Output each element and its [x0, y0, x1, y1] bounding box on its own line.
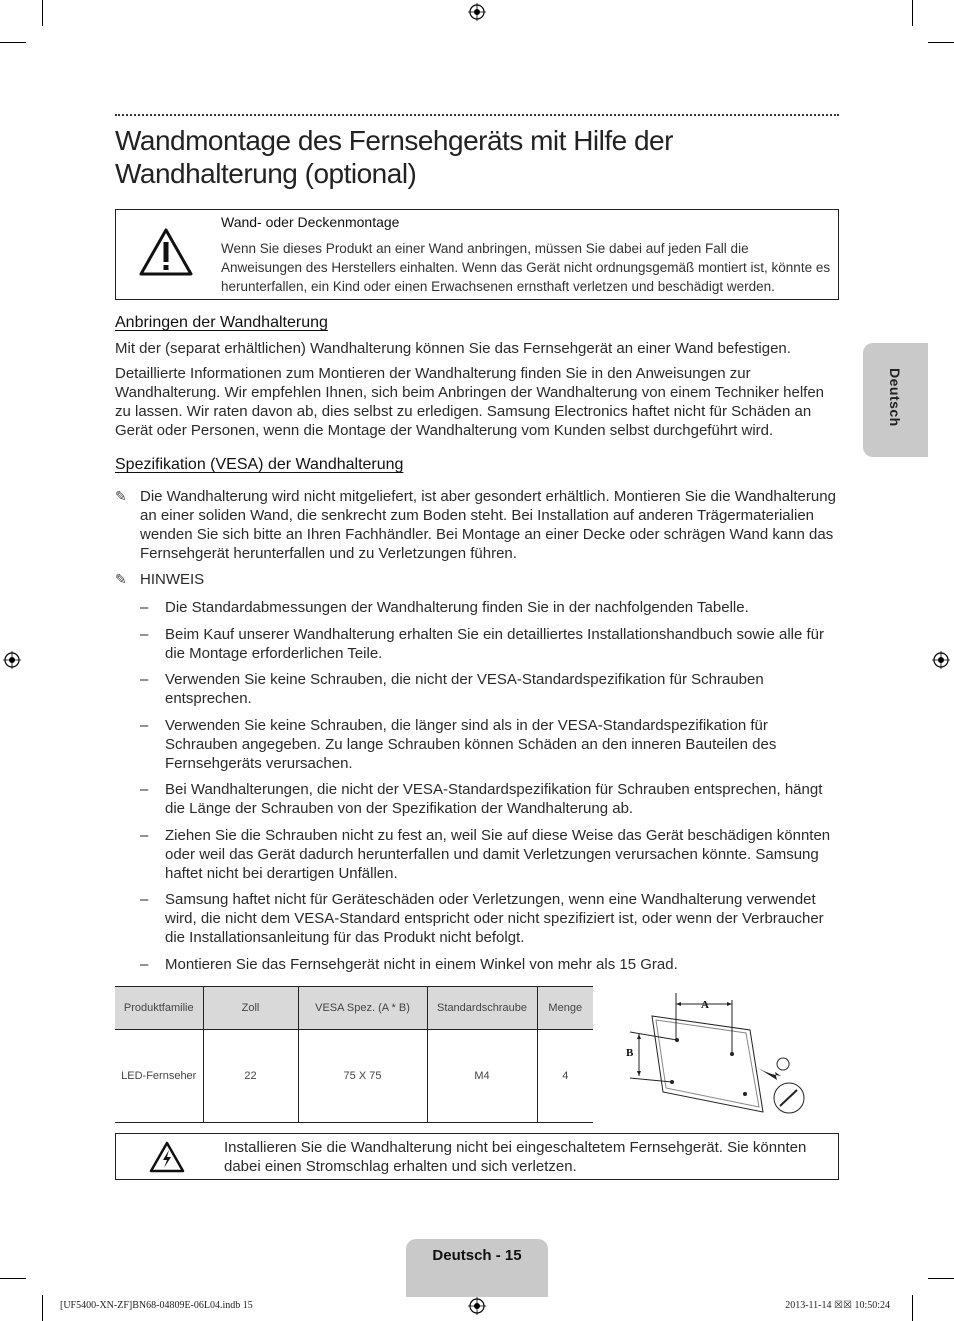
warning-box — [115, 209, 839, 300]
wall-mount-diagram — [615, 990, 815, 1125]
footer-timestamp: 2013-11-14 ☒☒ 10:50:24 — [785, 1300, 890, 1311]
table-header: Menge — [537, 987, 593, 1030]
table-cell: 22 — [203, 1030, 298, 1123]
table-header: Standardschraube — [427, 987, 537, 1030]
table-row — [115, 1030, 593, 1123]
table-cell: 4 — [537, 1030, 593, 1123]
dash-bullet: – — [140, 955, 149, 973]
warning-heading: Wand- oder Deckenmontage — [221, 214, 400, 230]
list-item — [140, 598, 840, 617]
dash-bullet: – — [140, 891, 149, 908]
language-side-tab — [863, 343, 928, 457]
footer-file-info: [UF5400-XN-ZF]BN68-04809E-06L04.indb 15 — [60, 1300, 253, 1311]
pencil-note-icon: ✎ — [115, 488, 127, 504]
note-item — [115, 570, 840, 590]
warning-text: Wenn Sie dieses Produkt an einer Wand anbringen, müssen Sie dabei auf jeden Fall die Anweisungen des Herstellers einhalten. Wenn das Gerät nicht ordnungsgemäß montiert ist, könnte es herunterfallen, ein Kind oder einen Erwachsenen ernsthaft verletzen und beschädigt werden. — [221, 241, 831, 294]
table-header: VESA Spez. (A * B) — [298, 987, 427, 1030]
list-item — [140, 625, 840, 663]
pencil-note-icon: ✎ — [115, 571, 127, 587]
dash-bullet: – — [140, 826, 149, 844]
note-label: HINWEIS — [140, 571, 205, 588]
dash-bullet: – — [140, 716, 149, 734]
title-divider — [115, 114, 839, 116]
crop-mark — [928, 1278, 954, 1279]
table-cell: M4 — [427, 1030, 537, 1123]
crop-mark — [912, 1295, 913, 1321]
dimension-label-b: B — [626, 1047, 634, 1059]
list-item-text: Beim Kauf unserer Wandhalterung erhalten Sie ein detailliertes Installationshandbuch sowie alle für die Montage erforderlichen Teile. — [165, 625, 824, 662]
list-item — [140, 890, 840, 947]
page-number-badge — [406, 1239, 548, 1297]
registration-mark-icon — [468, 3, 486, 21]
language-tab-label: Deutsch — [887, 368, 903, 427]
notes-list — [140, 598, 840, 981]
electric-shock-warning-icon — [149, 1141, 185, 1173]
crop-mark — [42, 1295, 43, 1321]
dimension-label-a: A — [701, 999, 709, 1011]
page-title: Wandmontage des Fernsehgeräts mit Hilfe der Wandhalterung (optional) — [115, 125, 673, 189]
dash-bullet: – — [140, 599, 149, 616]
registration-mark-icon — [468, 1297, 486, 1315]
table-header: Zoll — [203, 987, 298, 1030]
section-heading-vesa: Spezifikation (VESA) der Wandhalterung — [115, 456, 404, 473]
list-item-text: Bei Wandhalterungen, die nicht der VESA-Standardspezifikation für Schrauben entsprechen, hängt die Länge der Schrauben von der Spezifikation der Wandhalterung ab. — [165, 781, 823, 817]
warning-triangle-icon — [138, 226, 194, 278]
list-item — [140, 826, 840, 883]
list-item — [140, 716, 840, 773]
list-item-text: Ziehen Sie die Schrauben nicht zu fest an, weil Sie auf diese Weise das Gerät beschädigen könnten oder weil das Gerät dadurch herunterfallen und damit Verletzungen verursachen könnte. Samsung haftet nicht bei derartigen Unfällen. — [165, 826, 831, 882]
table-cell: LED-Fernseher — [115, 1030, 203, 1123]
shock-warning-box — [115, 1133, 839, 1180]
table-cell: 75 X 75 — [298, 1030, 427, 1123]
crop-mark — [42, 0, 43, 26]
paragraph: Detaillierte Informationen zum Montieren der Wandhalterung finden Sie in den Anweisungen zur Wandhalterung. Wir empfehlen Ihnen, sich beim Anbringen der Wandhalterung von einem Techniker helfen zu lassen. Wir raten davon ab, dies selbst zu erledigen. Samsung Electronics haftet nicht für Schäden an Gerät oder Personen, wenn die Montage der Wandhalterung vom Kunden selbst durchgeführt wird. — [115, 365, 825, 439]
list-item-text: Montieren Sie das Fernsehgerät nicht in einem Winkel von mehr als 15 Grad. — [165, 955, 678, 973]
list-item-text: Verwenden Sie keine Schrauben, die nicht der VESA-Standardspezifikation für Schrauben entsprechen. — [165, 671, 764, 707]
vesa-spec-table — [115, 986, 593, 1123]
registration-mark-icon — [3, 651, 21, 669]
list-item — [140, 780, 840, 818]
crop-mark — [928, 42, 954, 43]
page-number: Deutsch - 15 — [432, 1247, 522, 1264]
note-item — [115, 487, 840, 567]
dash-bullet: – — [140, 781, 149, 798]
dash-bullet: – — [140, 625, 149, 643]
table-header: Produktfamilie — [115, 987, 203, 1030]
section-heading-mounting: Anbringen der Wandhalterung — [115, 314, 328, 331]
list-item — [140, 955, 840, 974]
table-header-row — [115, 987, 593, 1030]
paragraph: Mit der (separat erhältlichen) Wandhalterung können Sie das Fernsehgerät an einer Wand befestigen. — [115, 340, 791, 357]
crop-mark — [0, 42, 26, 43]
crop-mark — [0, 1278, 26, 1279]
list-item-text: Verwenden Sie keine Schrauben, die länger sind als in der VESA-Standardspezifikation für Schrauben angegeben. Zu lange Schrauben können Schäden an den inneren Bauteilen des Fernsehgeräts verursachen. — [165, 716, 777, 772]
crop-mark — [912, 0, 913, 26]
list-item-text: Die Standardabmessungen der Wandhalterung finden Sie in der nachfolgenden Tabelle. — [165, 599, 749, 616]
list-item — [140, 670, 840, 708]
registration-mark-icon — [932, 651, 950, 669]
list-item-text: Samsung haftet nicht für Geräteschäden oder Verletzungen, wenn eine Wandhalterung verwendet wird, die nicht dem VESA-Standard entspricht oder nicht spezifiziert ist, oder wenn der Verbraucher die Installationsanleitung für das Produkt nicht befolgt. — [165, 891, 824, 946]
dash-bullet: – — [140, 671, 149, 688]
shock-warning-text: Installieren Sie die Wandhalterung nicht bei eingeschaltetem Fernsehgerät. Sie könnten dabei einen Stromschlag erhalten und sich verletzen. — [224, 1139, 807, 1175]
note-text: Die Wandhalterung wird nicht mitgeliefert, ist aber gesondert erhältlich. Montieren Sie die Wandhalterung an einer soliden Wand, die senkrecht zum Boden steht. Bei Installation auf anderen Trägermaterialien wenden Sie sich bitte an Ihren Fachhändler. Bei Montage an einer Decke oder schrägen Wand kann das Fernsehgerät herunterfallen und zu Verletzungen führen. — [140, 488, 836, 562]
